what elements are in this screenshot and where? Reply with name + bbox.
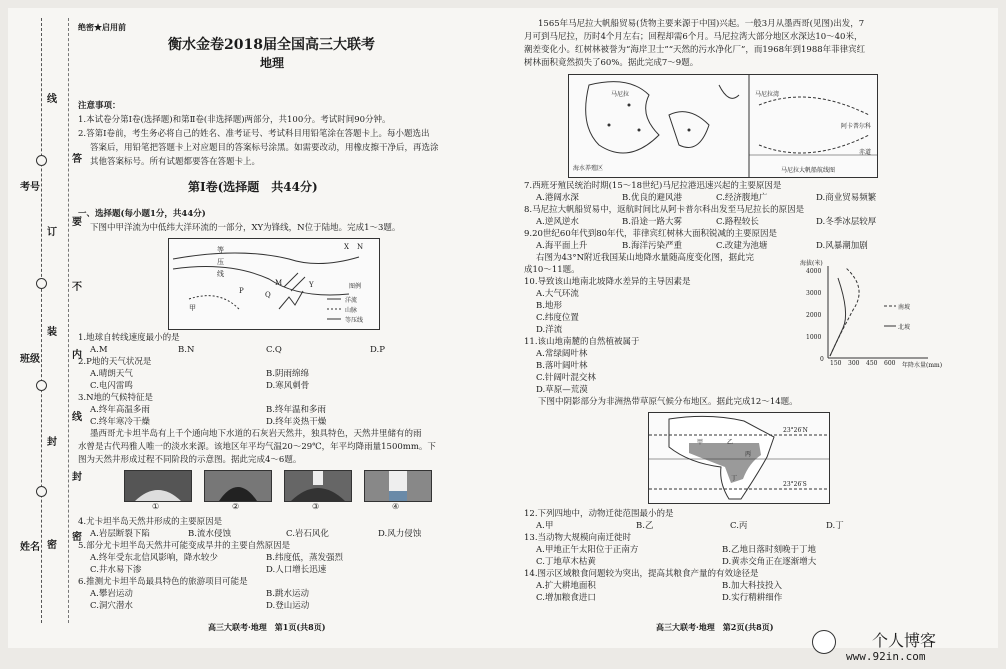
option: B.加大科技投入 xyxy=(722,581,782,591)
option: D.P xyxy=(370,345,385,355)
option: A.晴朗天气 xyxy=(90,369,133,379)
chart-ytick: 0 xyxy=(820,356,824,363)
option: B.地形 xyxy=(536,301,562,311)
chart-ytick: 3000 xyxy=(806,290,822,297)
option: D.终年炎热干燥 xyxy=(266,417,327,427)
option: D.实行精耕细作 xyxy=(722,593,783,603)
option: A.常绿阔叶林 xyxy=(536,349,588,359)
seal-word: 封 xyxy=(47,437,57,448)
map-label: Q xyxy=(265,291,271,299)
latitude-label: 23°26′N xyxy=(783,427,808,434)
binding-hole xyxy=(36,155,47,166)
option: C.井水易下渗 xyxy=(90,565,142,575)
page-footer: 高三大联考·地理 第1页(共8页) xyxy=(208,622,326,632)
map-label: 压 xyxy=(217,258,224,266)
option: A.甲地正午太阳位于正南方 xyxy=(536,545,639,555)
map-label: 马尼拉湾 xyxy=(755,91,780,98)
question-intro: 水曾是古代玛雅人唯一的淡水来源。该地区年平均气温20～29℃，年平均降雨量1500mm。下 xyxy=(78,442,436,452)
seal-line xyxy=(41,18,42,623)
seal-word: 封 xyxy=(72,472,82,483)
legend-item: 山脉 xyxy=(345,307,358,314)
watermark-url: www.92in.com xyxy=(846,650,926,663)
option: A.海平面上升 xyxy=(536,241,588,251)
question-intro: 潮差变化小。红树林被誉为“海岸卫士”“天然的污水净化厂”，而1968年到1988年菲律宾红 xyxy=(524,45,866,55)
notice-line: 其他答案标号。所有试题都要答在答题卡上。 xyxy=(90,157,261,167)
name-label: 姓名 xyxy=(20,542,40,553)
option: C.针阔叶混交林 xyxy=(536,373,596,383)
cave-label: ③ xyxy=(312,502,320,511)
subject-title: 地理 xyxy=(260,56,285,70)
class-label: 班级 xyxy=(20,354,40,365)
chart-ylabel: 海拔(米) xyxy=(800,260,823,267)
ocean-current-map xyxy=(168,238,380,330)
question-stem: 3.N地的气候特征是 xyxy=(78,393,154,403)
question-stem: 2.P地的天气状况是 xyxy=(78,357,152,367)
chart-legend-item: 北坡 xyxy=(898,324,911,331)
map-label: N xyxy=(357,243,364,251)
option: D.风暴潮加剧 xyxy=(816,241,868,251)
map-label: 马尼拉大帆船航线图 xyxy=(781,167,836,174)
option: B.流水侵蚀 xyxy=(188,529,231,539)
option: B.终年温和多雨 xyxy=(266,405,326,415)
map-label: 马尼拉 xyxy=(611,91,630,98)
exam-sheet xyxy=(8,8,998,648)
chart-xlabel: 年降水量(mm) xyxy=(902,362,943,369)
seal-word: 内 xyxy=(72,350,82,361)
notice-title: 注意事项： xyxy=(78,101,121,111)
option: B.阴雨绵绵 xyxy=(266,369,309,379)
question-stem: 1.地球自转线速度最小的是 xyxy=(78,333,180,343)
question-intro: 下图中甲洋流为中低纬大洋环流的一部分，XY为锋线，N位于陆地。完成1～3题。 xyxy=(90,223,401,233)
cave-label: ② xyxy=(232,502,240,511)
option: D.登山运动 xyxy=(266,601,310,611)
option: A.终年高温多雨 xyxy=(90,405,150,415)
question-stem: 5.部分尤卡坦半岛天然井可能变成旱井的主要自然原因是 xyxy=(78,541,291,551)
question-stem: 11.该山地南麓的自然植被属于 xyxy=(524,337,640,347)
chart-xtick: 450 xyxy=(866,360,878,367)
question-stem: 4.尤卡坦半岛天然井形成的主要原因是 xyxy=(78,517,223,527)
cave-stage-figure xyxy=(364,470,432,502)
africa-savanna-map xyxy=(648,412,830,504)
map-label: 乙 xyxy=(727,439,734,446)
chart-ytick: 4000 xyxy=(806,268,822,275)
option: B.纬度低，蒸发强烈 xyxy=(266,553,343,563)
question-intro: 月可到马尼拉，历时4个月左右；回程却需6个月。马尼拉湾大部分地区水深达10～40米， xyxy=(524,32,863,42)
question-intro: 右图为43°N附近我国某山地降水量随高度变化图，据此完 xyxy=(536,253,755,263)
latitude-label: 23°26′S xyxy=(783,481,807,488)
chart-legend-item: 南坡 xyxy=(898,304,911,311)
question-stem: 9.20世纪60年代到80年代，菲律宾红树林大面积锐减的主要原因是 xyxy=(524,229,778,239)
question-stem: 13.当动物大规模向南迁徙时 xyxy=(524,533,632,543)
option: A.港阔水深 xyxy=(536,193,579,203)
option: C.Q xyxy=(266,345,282,355)
option: B.海洋污染严重 xyxy=(622,241,682,251)
option: A.终年受东北信风影响，降水较少 xyxy=(90,553,218,563)
map-label: 甲 xyxy=(697,439,704,446)
option: A.大气环流 xyxy=(536,289,579,299)
watermark-title: 个人博客 xyxy=(872,631,937,650)
option: C.路程较长 xyxy=(716,217,759,227)
seal-word: 要 xyxy=(72,217,82,228)
question-intro: 下图中阴影部分为非洲热带草原气候分布地区。据此完成12～14题。 xyxy=(538,397,798,407)
option: B.N xyxy=(178,345,195,355)
mascot-icon xyxy=(812,630,836,654)
cave-stage-figure xyxy=(284,470,352,502)
map-label: 阿卡普尔科 xyxy=(841,123,872,130)
cave-stage-figure xyxy=(204,470,272,502)
map-label: 等 xyxy=(217,246,224,254)
option: A.甲 xyxy=(536,521,554,531)
seal-word: 线 xyxy=(72,412,82,423)
option: B.乙地日落时刻晚于丁地 xyxy=(722,545,816,555)
map-label: 丁 xyxy=(731,475,738,482)
seal-word: 订 xyxy=(47,227,57,238)
option: D.风力侵蚀 xyxy=(378,529,422,539)
option: C.丙 xyxy=(730,521,748,531)
map-label: 赤道 xyxy=(859,149,872,156)
chart-xtick: 300 xyxy=(848,360,860,367)
manila-galleon-map xyxy=(568,74,878,178)
part-heading: 一、选择题(每小题1分，共44分) xyxy=(78,209,206,219)
question-intro: 成10～11题。 xyxy=(524,265,580,275)
option: D.丁 xyxy=(826,521,844,531)
cave-stage-figure xyxy=(124,470,192,502)
option: C.岩石风化 xyxy=(286,529,329,539)
section-title: 第Ⅰ卷(选择题 共44分) xyxy=(188,180,318,194)
map-label: 甲 xyxy=(189,304,196,312)
seal-word: 线 xyxy=(47,94,57,105)
secret-label: 绝密★启用前 xyxy=(78,22,126,32)
binding-hole xyxy=(36,380,47,391)
cave-label: ④ xyxy=(392,502,400,511)
question-stem: 8.马尼拉大帆船贸易中，返航时间比从阿卡普尔科出发至马尼拉长的原因是 xyxy=(524,205,805,215)
precipitation-chart xyxy=(798,258,978,378)
option: B.落叶阔叶林 xyxy=(536,361,588,371)
exam-number-label: 考号 xyxy=(20,182,40,193)
chart-xtick: 600 xyxy=(884,360,896,367)
page-footer: 高三大联考·地理 第2页(共8页) xyxy=(656,622,774,632)
option: A.攀岩运动 xyxy=(90,589,133,599)
seal-word: 密 xyxy=(47,540,57,551)
question-stem: 10.导致该山地南北坡降水差异的主导因素是 xyxy=(524,277,691,287)
option: D.黄赤交角正在逐渐增大 xyxy=(722,557,817,567)
question-stem: 14.图示区域粮食问题较为突出，提高其粮食产量的有效途径是 xyxy=(524,569,759,579)
page-title: 衡水金卷2018届全国高三大联考 xyxy=(168,37,375,53)
question-intro: 墨西哥尤卡坦半岛有上千个通向地下水道的石灰岩天然井，独具特色，天然井里储有的雨 xyxy=(90,429,422,439)
seal-word: 不 xyxy=(72,282,82,293)
question-intro: 树林面积竟然损失了60%。据此完成7～9题。 xyxy=(524,58,699,68)
option: A.岩层断裂下陷 xyxy=(90,529,150,539)
binding-hole xyxy=(36,486,47,497)
question-stem: 7.西班牙殖民统治时期(15～18世纪)马尼拉港迅速兴起的主要原因是 xyxy=(524,181,782,191)
map-label: P xyxy=(239,287,244,295)
chart-ytick: 1000 xyxy=(806,334,822,341)
seal-word: 答 xyxy=(72,154,82,165)
chart-xtick: 150 xyxy=(830,360,842,367)
notice-line: 1.本试卷分第Ⅰ卷(选择题)和第Ⅱ卷(非选择题)两部分，共100分。考试时间90分钟。 xyxy=(78,115,391,125)
map-label: 线 xyxy=(217,270,224,278)
option: C.终年寒冷干燥 xyxy=(90,417,150,427)
option: D.商业贸易频繁 xyxy=(816,193,877,203)
option: A.M xyxy=(90,345,108,355)
legend-item: 洋流 xyxy=(345,297,358,304)
option: B.沿途一路大雾 xyxy=(622,217,682,227)
option: C.洞穴潜水 xyxy=(90,601,133,611)
option: D.草原—荒漠 xyxy=(536,385,588,395)
option: B.优良的避风港 xyxy=(622,193,682,203)
map-label: 海水养殖区 xyxy=(573,165,604,172)
seal-line-inner xyxy=(68,18,69,623)
notice-line: 2.答第Ⅰ卷前，考生务必将自己的姓名、准考证号、考试科目用铅笔涂在答题卡上。每小题选出 xyxy=(78,129,430,139)
option: C.增加粮食进口 xyxy=(536,593,596,603)
chart-ytick: 2000 xyxy=(806,312,822,319)
map-label: M xyxy=(275,279,283,287)
question-stem: 12.下列四地中，动物迁徙范围最小的是 xyxy=(524,509,674,519)
option: D.冬季冰层较厚 xyxy=(816,217,877,227)
question-intro: 图为天然井形成过程不同阶段的示意图。据此完成4～6题。 xyxy=(78,455,302,465)
map-label: 丙 xyxy=(745,451,752,458)
option: D.洋流 xyxy=(536,325,563,335)
option: B.跳水运动 xyxy=(266,589,309,599)
option: C.纬度位置 xyxy=(536,313,579,323)
cave-label: ① xyxy=(152,502,160,511)
option: D.人口增长迅速 xyxy=(266,565,327,575)
legend-title: 图例 xyxy=(349,283,362,290)
option: C.电闪雷鸣 xyxy=(90,381,133,391)
option: A.扩大耕地面积 xyxy=(536,581,596,591)
legend-item: 等压线 xyxy=(345,317,364,324)
option: B.乙 xyxy=(636,521,654,531)
map-label: Y xyxy=(309,281,314,289)
notice-line: 答案后，用铅笔把答题卡上对应题目的答案标号涂黑。如需要改动，用橡皮擦干净后，再选涂 xyxy=(90,143,439,153)
question-intro: 1565年马尼拉大帆船贸易(货物主要来源于中国)兴起。一般3月从墨西哥(见图)出发，7 xyxy=(538,19,865,29)
question-stem: 6.推测尤卡坦半岛最具特色的旅游项目可能是 xyxy=(78,577,248,587)
option: C.丁地草木枯黄 xyxy=(536,557,596,567)
option: C.经济腹地广 xyxy=(716,193,768,203)
seal-word: 密 xyxy=(72,532,82,543)
option: D.寒风刺骨 xyxy=(266,381,310,391)
binding-hole xyxy=(36,278,47,289)
map-label: X xyxy=(344,243,349,251)
seal-word: 装 xyxy=(47,327,57,338)
option: A.逆风逆水 xyxy=(536,217,579,227)
option: C.改建为池塘 xyxy=(716,241,768,251)
